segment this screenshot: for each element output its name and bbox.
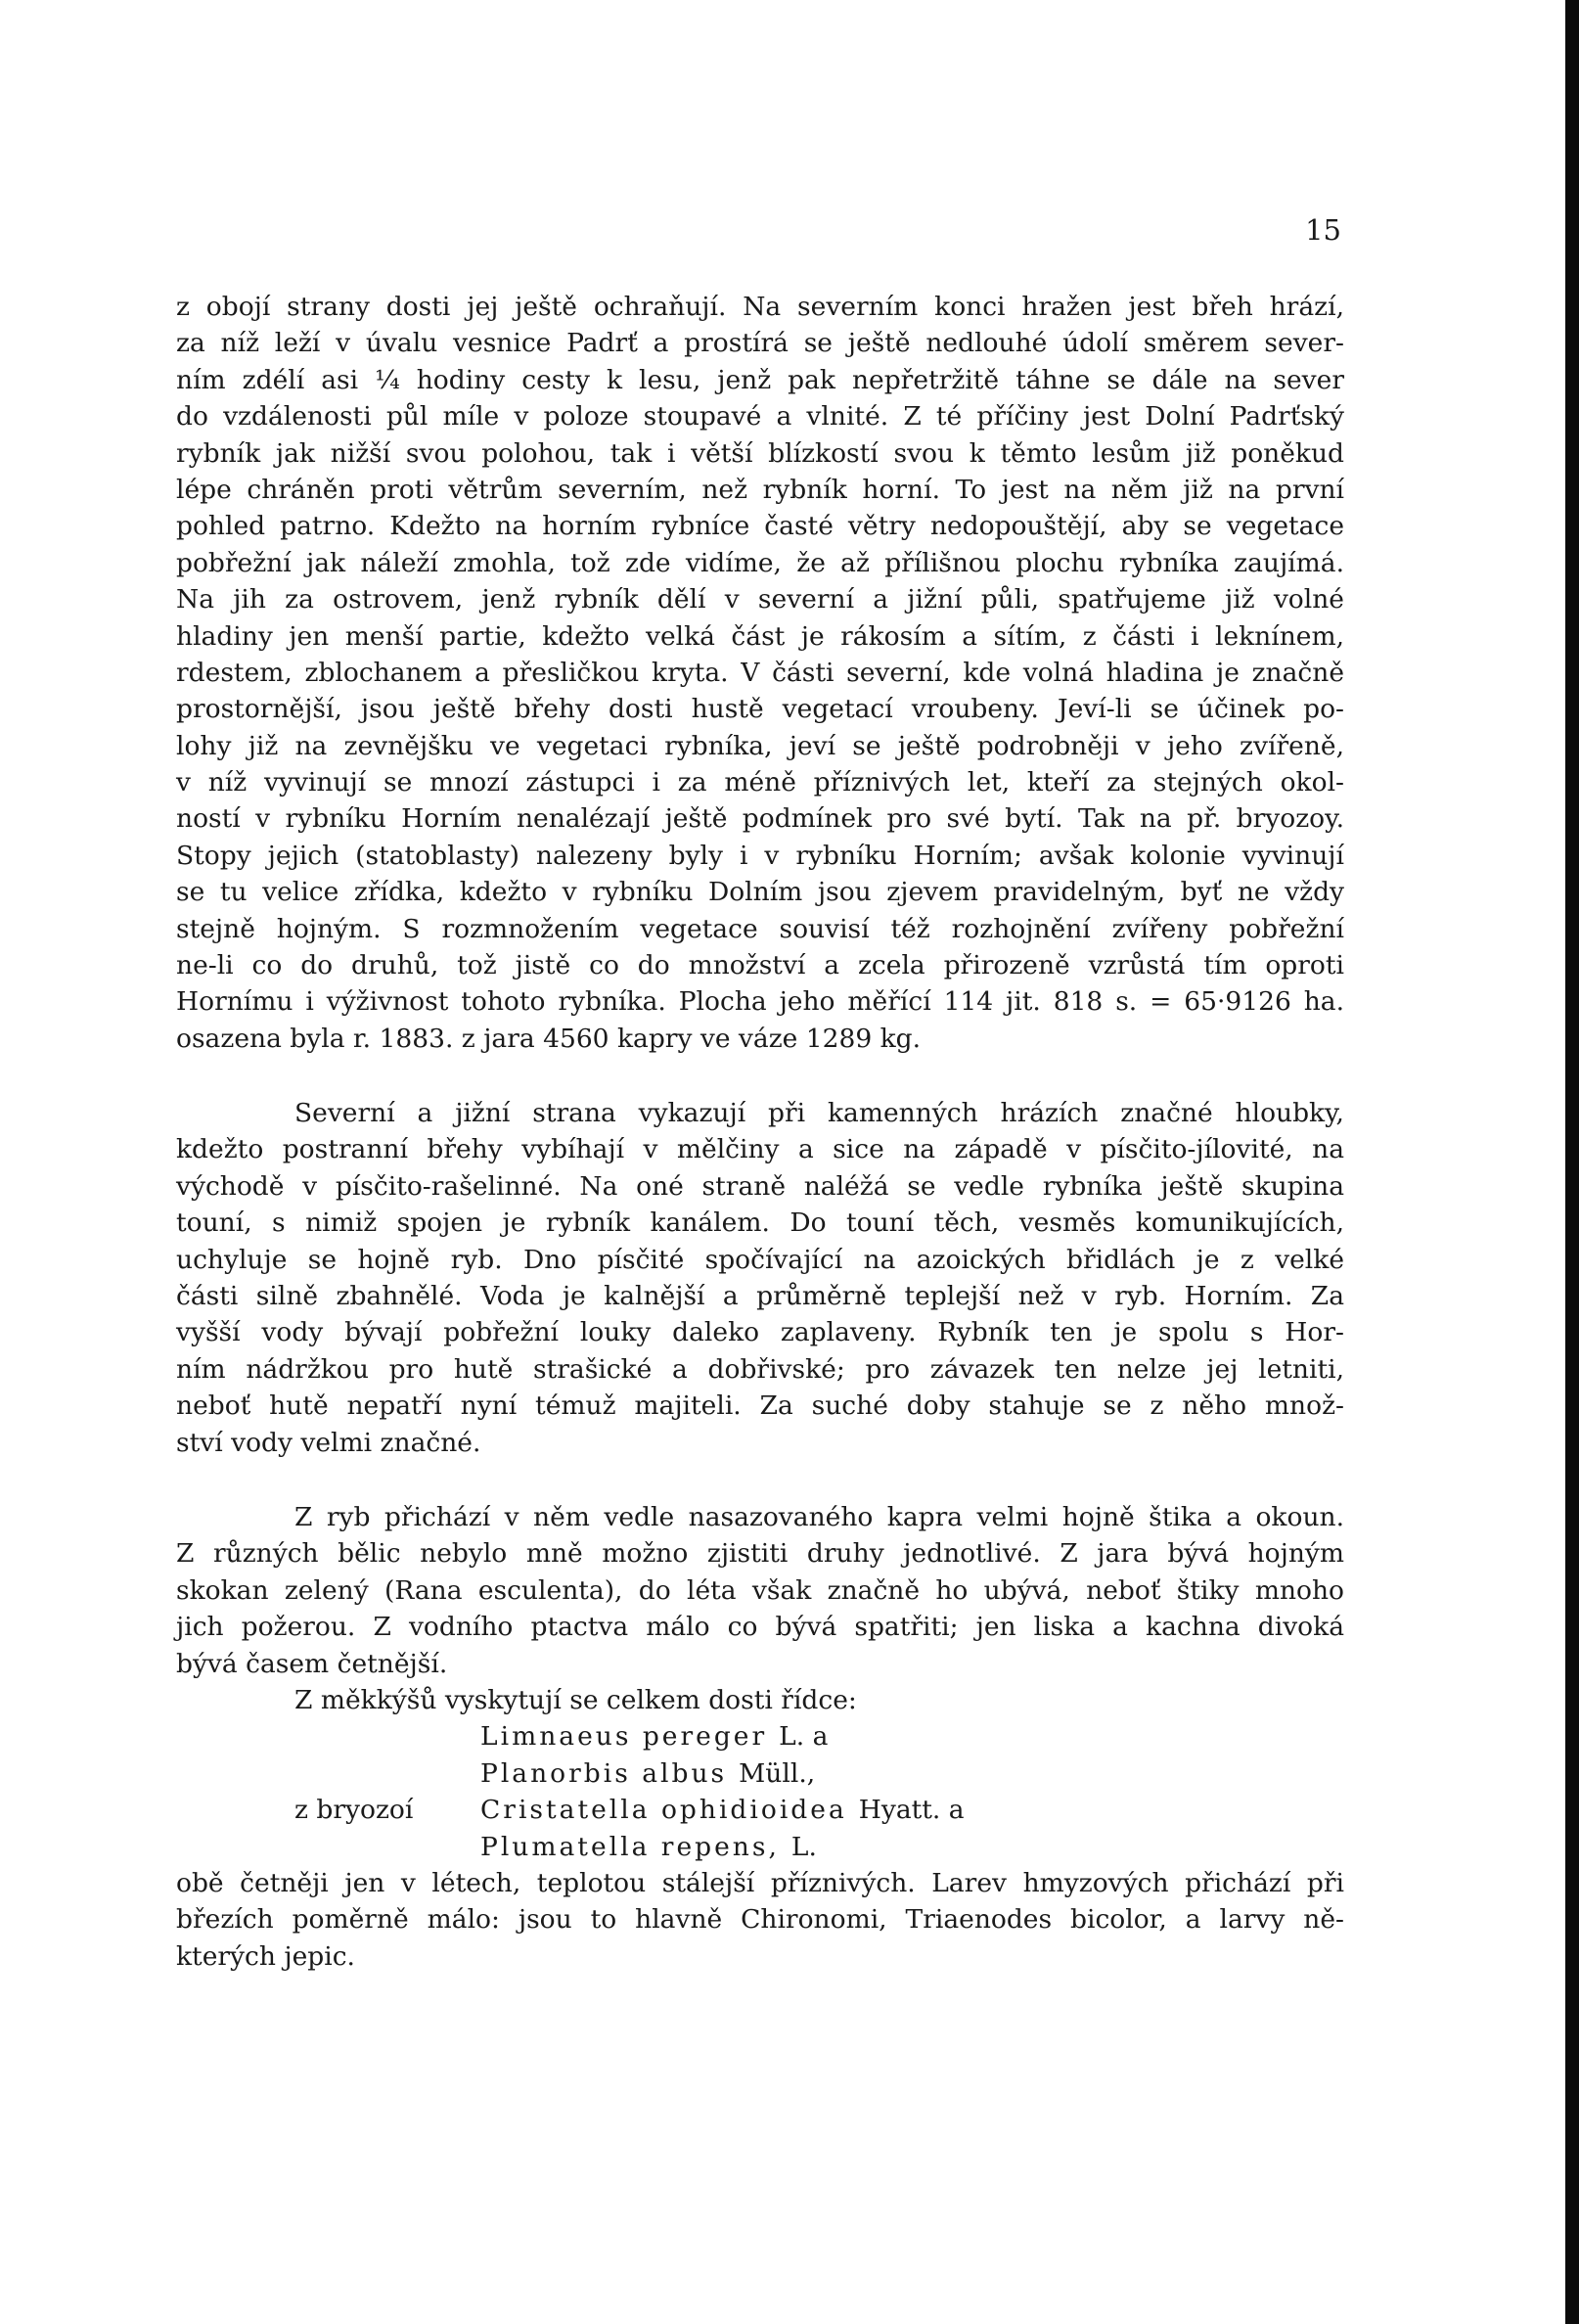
text-line: rdestem, zblochanem a přesličkou kryta. V části severní, kde volná hladina je značně <box>176 657 1344 688</box>
paragraph-2 <box>176 1095 1344 1461</box>
text-line: jich požerou. Z vodního ptactva málo co bývá spatřiti; jen liska a kachna divoká <box>176 1612 1344 1643</box>
species-group-label <box>176 1718 480 1754</box>
text-line: ností v rybníku Horním nenalézají ještě podmínek pro své bytí. Tak na př. bryozoy. <box>176 803 1344 835</box>
species-name: Plumatella repens, <box>480 1831 780 1862</box>
species-author: L. a <box>779 1721 829 1753</box>
text-line: stejně hojným. S rozmnožením vegetace souvisí též rozhojnění zvířeny pobřežní <box>176 913 1344 944</box>
species-group-label <box>176 1755 480 1792</box>
text-line: Na jih za ostrovem, jenž rybník dělí v severní a jižní půli, spatřujeme již volné <box>176 584 1344 615</box>
text-line: z obojí strany dosti jej ještě ochraňují. Na severním konci hražen jest břeh hrází, <box>176 292 1344 322</box>
text-line: východě v písčito-rašelinné. Na oné straně naléžá se vedle rybníka ještě skupina <box>176 1170 1344 1202</box>
text-line: prostornější, jsou ještě břehy dosti hustě vegetací vroubeny. Jeví-li se účinek po- <box>176 694 1344 725</box>
text-line: vyšší vody bývají pobřežní louky daleko zaplaveny. Rybník ten je spolu s Hor- <box>176 1317 1344 1348</box>
text-line: lépe chráněn proti větrům severním, než rybník horní. To jest na něm již na první <box>176 474 1344 505</box>
text-line: se tu velice zřídka, kdežto v rybníku Dolním jsou zjevem pravidelným, byť ne vždy <box>176 877 1344 908</box>
text-line: březích poměrně málo: jsou to hlavně Chironomi, Triaenodes bicolor, a larvy ně- <box>176 1904 1344 1936</box>
list-intro: Z měkkýšů vyskytují se celkem dosti řídce: <box>294 1685 857 1715</box>
text-line: rybník jak nižší svou polohou, tak i větší blízkostí svou k těmto lesům již poněkud <box>176 437 1344 469</box>
text-line: Hornímu i výživnost tohoto rybníka. Plocha jeho měřící 114 jit. 818 s. = 65·9126 ha. <box>176 986 1344 1018</box>
species-row <box>176 1718 1344 1754</box>
text-line: Z ryb přichází v něm vedle nasazovaného kapra velmi hojně štika a okoun. <box>294 1502 1344 1532</box>
species-row <box>176 1829 1344 1865</box>
species-author: L. <box>790 1831 817 1862</box>
text-line: Severní a jižní strana vykazují při kamenných hrázích značné hloubky, <box>294 1098 1344 1128</box>
scan-edge <box>1565 0 1579 2324</box>
text-line: pohled patrno. Kdežto na horním rybníce časté větry nedopouštějí, aby se vegetace <box>176 511 1344 542</box>
text-line: hladiny jen menší partie, kdežto velká část je rákosím a sítím, z části i leknínem, <box>176 620 1344 652</box>
text-line: ním nádržkou pro hutě strašické a dobřivské; pro závazek ten nelze jej letniti, <box>176 1353 1344 1385</box>
text-line: osazena byla r. 1883. z jara 4560 kapry ve váze 1289 kg. <box>176 1023 922 1054</box>
species-group-label <box>176 1829 480 1865</box>
paragraph-3 <box>176 1499 1344 1682</box>
text-line: v níž vyvinují se mnozí zástupci i za méně příznivých let, kteří za stejných okol- <box>176 767 1344 798</box>
text-line: ne-li co do druhů, tož jistě co do množství a zcela přirozeně vzrůstá tím oproti <box>176 950 1344 981</box>
text-line: neboť hutě nepatří nyní témuž majiteli. Za suché doby stahuje se z něho množ- <box>176 1390 1344 1422</box>
species-author: Hyatt. a <box>858 1795 965 1826</box>
text-line: do vzdálenosti půl míle v poloze stoupavé a vlnité. Z té příčiny jest Dolní Padrťský <box>176 401 1344 433</box>
species-group-label: z bryozoí <box>294 1795 414 1826</box>
text-line: kterých jepic. <box>176 1940 355 1972</box>
species-name: Limnaeus pereger <box>480 1721 768 1753</box>
text-line: uchyluje se hojně ryb. Dno písčité spočívající na azoických břidlách je z velké <box>176 1244 1344 1275</box>
text-line: Stopy jejich (statoblasty) nalezeny byly i v rybníku Horním; avšak kolonie vyvinují <box>176 840 1344 871</box>
text-line: lohy již na zevnějšku ve vegetaci rybníka, jeví se ještě podrobněji v jeho zvířeně, <box>176 730 1344 761</box>
text-line: pobřežní jak náleží zmohla, tož zde vidíme, že až přílišnou plochu rybníka zaujímá. <box>176 547 1344 578</box>
paragraph-4 <box>176 1682 1344 1975</box>
text-line: za níž leží v úvalu vesnice Padrť a prostírá se ještě nedlouhé údolí směrem sever- <box>176 328 1344 359</box>
paragraph-1 <box>176 289 1344 1057</box>
text-line: touní, s nimiž spojen je rybník kanálem. Do touní těch, vesměs komunikujících, <box>176 1208 1344 1239</box>
species-row <box>176 1792 1344 1828</box>
page-number: 15 <box>1305 213 1341 247</box>
text-line: části silně zbahnělé. Voda je kalnější a průměrně teplejší než v ryb. Horním. Za <box>176 1280 1344 1311</box>
text-line: obě četněji jen v létech, teplotou stálejší příznivých. Larev hmyzových přichází při <box>176 1867 1344 1898</box>
species-name: Planorbis albus <box>480 1757 728 1789</box>
text-line: bývá časem četnější. <box>176 1648 448 1679</box>
species-row <box>176 1755 1344 1792</box>
text-line: ství vody velmi značné. <box>176 1427 481 1458</box>
text-line: kdežto postranní břehy vybíhají v mělčiny a sice na západě v písčito-jílovité, na <box>176 1134 1344 1165</box>
text-line: skokan zelený (Rana esculenta), do léta však značně ho ubývá, neboť štiky mnoho <box>176 1574 1344 1606</box>
text-line: ním zdélí asi ¼ hodiny cesty k lesu, jenž pak nepřetržitě táhne se dále na sever <box>176 364 1344 395</box>
species-author: Müll., <box>739 1757 816 1789</box>
species-name: Cristatella ophidioidea <box>480 1795 847 1826</box>
text-line: Z různých bělic nebylo mně možno zjistiti druhy jednotlivé. Z jara bývá hojným <box>176 1538 1344 1570</box>
